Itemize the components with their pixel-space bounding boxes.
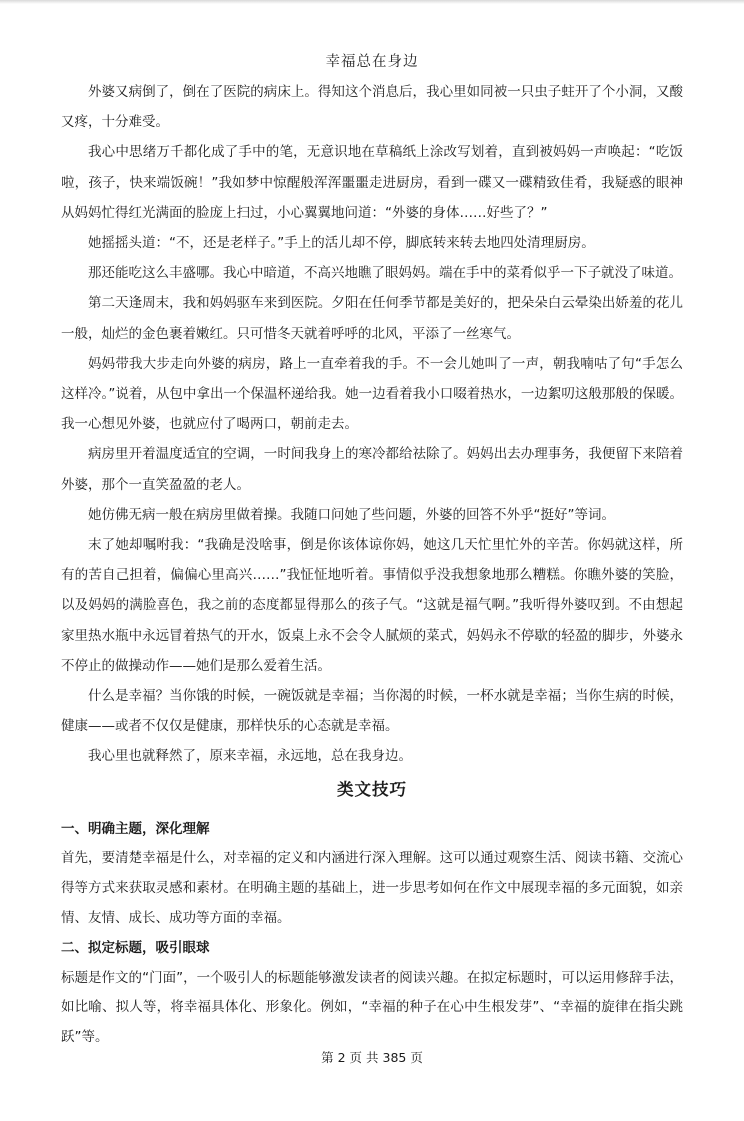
article-paragraph: 她摇摇头道：“不，还是老样子。”手上的活儿却不停，脚底转来转去地四处清理厨房。 <box>88 235 595 252</box>
page-number: 第 2 页 共 385 页 <box>321 1050 423 1065</box>
article-title: 幸福总在身边 <box>325 54 419 70</box>
article-paragraph: 她仿佛无病一般在病房里做着操。我随口问她了些问题，外婆的回答不外乎“挺好”等词。 <box>88 506 615 523</box>
article-paragraph: 什么是幸福？当你饿的时候，一碗饭就是幸福；当你渴的时候，一杯水就是幸福；当你生病的时候，健康——或者不仅仅是健康，那样快乐的心态就是幸福。 <box>61 688 683 735</box>
technique-section <box>61 815 683 934</box>
article-paragraph: 第二天逢周末，我和妈妈驱车来到医院。夕阳在任何季节都是美好的，把朵朵白云晕染出娇羞的花儿一般，灿烂的金色裹着嫩红。只可惜冬天就着呼呼的北风，平添了一丝寒气。 <box>61 295 683 342</box>
article-paragraph: 我心里也就释然了，原来幸福，永远地，总在我身边。 <box>88 748 412 765</box>
section-text: 首先，要清楚幸福是什么，对幸福的定义和内涵进行深入理解。这可以通过观察生活、阅读书籍、交流心得等方式来获取灵感和素材。在明确主题的基础上，进一步思考如何在作文中展现幸福的多元面貌，如亲情、友情、成长、成功等方面的幸福。 <box>61 850 683 927</box>
article-paragraph: 病房里开着温度适宜的空调，一时间我身上的寒冷都给祛除了。妈妈出去办理事务，我便留下来陪着外婆，那个一直笑盈盈的老人。 <box>61 446 683 493</box>
techniques-body <box>61 815 683 1053</box>
section-text: 标题是作文的“门面”，一个吸引人的标题能够激发读者的阅读兴趣。在拟定标题时，可以运用修辞手法，如比喻、拟人等，将幸福具体化、形象化。例如，“幸福的种子在心中生根发芽”、“幸福的旋律在指尖跳跃”等。 <box>61 969 683 1046</box>
page-content <box>61 47 683 1053</box>
section-heading: 二、拟定标题，吸引眼球 <box>61 939 210 956</box>
article-paragraph: 外婆又病倒了，倒在了医院的病床上。得知这个消息后，我心里如同被一只虫子蛀开了个小洞，又酸又疼，十分难受。 <box>61 84 683 131</box>
article-paragraph: 妈妈带我大步走向外婆的病房，路上一直牵着我的手。不一会儿她叫了一声，朝我喃咕了句“手怎么这样冷。”说着，从包中拿出一个保温杯递给我。她一边看着我小口啜着热水，一边絮叨这般那般的保暖。我一心想见外婆，也就应付了喝两口，朝前走去。 <box>61 355 683 433</box>
section-heading: 一、明确主题，深化理解 <box>61 820 210 837</box>
scan-edge <box>0 0 744 4</box>
technique-section <box>61 934 683 1053</box>
article-paragraph: 我心中思绪万千都化成了手中的笔，无意识地在草稿纸上涂改写划着，直到被妈妈一声唤起：“吃饭啦，孩子，快来端饭碗！”我如梦中惊醒般浑浑噩噩走进厨房，看到一碟又一碟精致佳肴，我疑惑的眼神从妈妈忙得红光满面的脸庞上扫过，小心翼翼地问道：“外婆的身体……好些了？” <box>61 144 683 221</box>
article-body <box>61 77 683 772</box>
techniques-heading: 类文技巧 <box>337 779 407 799</box>
article-paragraph: 末了她却嘱咐我：“我确是没啥事，倒是你该体谅你妈，她这几天忙里忙外的辛苦。你妈就这样，所有的苦自己担着，偏偏心里高兴……”我怔怔地听着。事情似乎没我想象地那么糟糕。你瞧外婆的笑脸，以及妈妈的满脸喜色，我之前的态度都显得那么的孩子气。“这就是福气啊。”我听得外婆叹到。不由想起家里热水瓶中永远冒着热气的开水，饭桌上永不会令人腻烦的菜式，妈妈永不停歇的轻盈的脚步，外婆永不停止的做操动作——她们是那么爱着生活。 <box>61 537 683 674</box>
article-paragraph: 那还能吃这么丰盛哪。我心中暗道，不高兴地瞧了眼妈妈。端在手中的菜肴似乎一下子就没了味道。 <box>88 265 682 282</box>
